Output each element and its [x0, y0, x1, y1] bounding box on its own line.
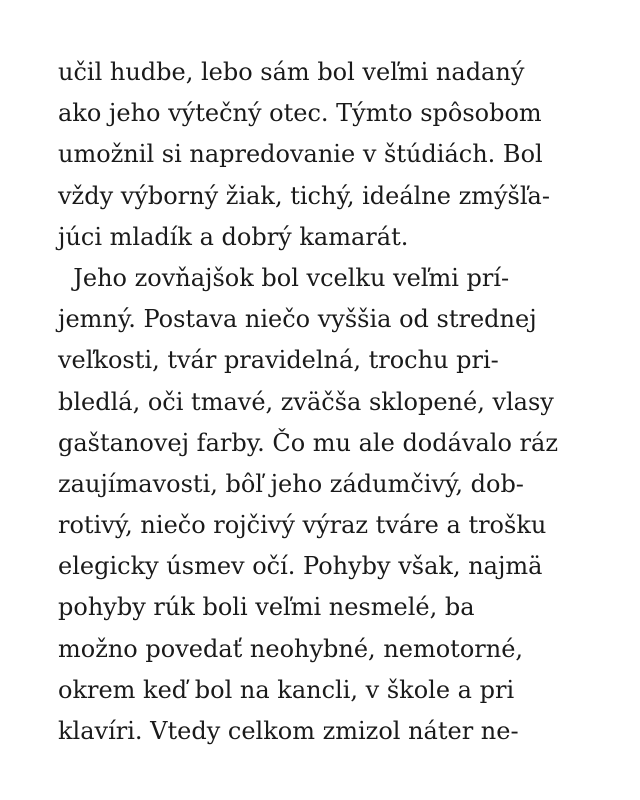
text-line: veľkosti, tvár pravidelná, trochu pri- [58, 346, 499, 375]
text-line: klavíri. Vtedy celkom zmizol náter ne- [58, 717, 519, 745]
text-line: bledlá, oči tmavé, zväčša sklopené, vlasy [58, 387, 554, 416]
text-line: zaujímavosti, bôľ jeho zádumčivý, dob- [58, 469, 524, 498]
text-line: okrem keď bol na kancli, v škole a pri [58, 675, 515, 704]
text-line: rotivý, niečo rojčivý výraz tváre a trošku [58, 511, 547, 540]
page-text [58, 52, 558, 752]
text-line: gaštanovej farby. Čo mu ale dodávalo ráz [58, 428, 558, 457]
text-line: možno povedať neohybné, nemotorné, [58, 634, 524, 663]
text-line: elegicky úsmev očí. Pohyby však, najmä [58, 552, 543, 581]
text-line: vždy výborný žiak, tichý, ideálne zmýšľa- [58, 181, 550, 210]
text-line: jemný. Postava niečo vyššia od strednej [58, 305, 537, 334]
text-line: júci mladík a dobrý kamarát. [58, 222, 409, 251]
text-line: pohyby rúk boli veľmi nesmelé, ba [58, 593, 475, 622]
text-line: učil hudbe, lebo sám bol veľmi nadaný [58, 58, 525, 86]
text-line: umožnil si napredovanie v štúdiách. Bol [58, 140, 543, 169]
text-line: Jeho zovňajšok bol vcelku veľmi prí- [58, 263, 510, 292]
text-line: ako jeho výtečný otec. Týmto spôsobom [58, 99, 542, 128]
